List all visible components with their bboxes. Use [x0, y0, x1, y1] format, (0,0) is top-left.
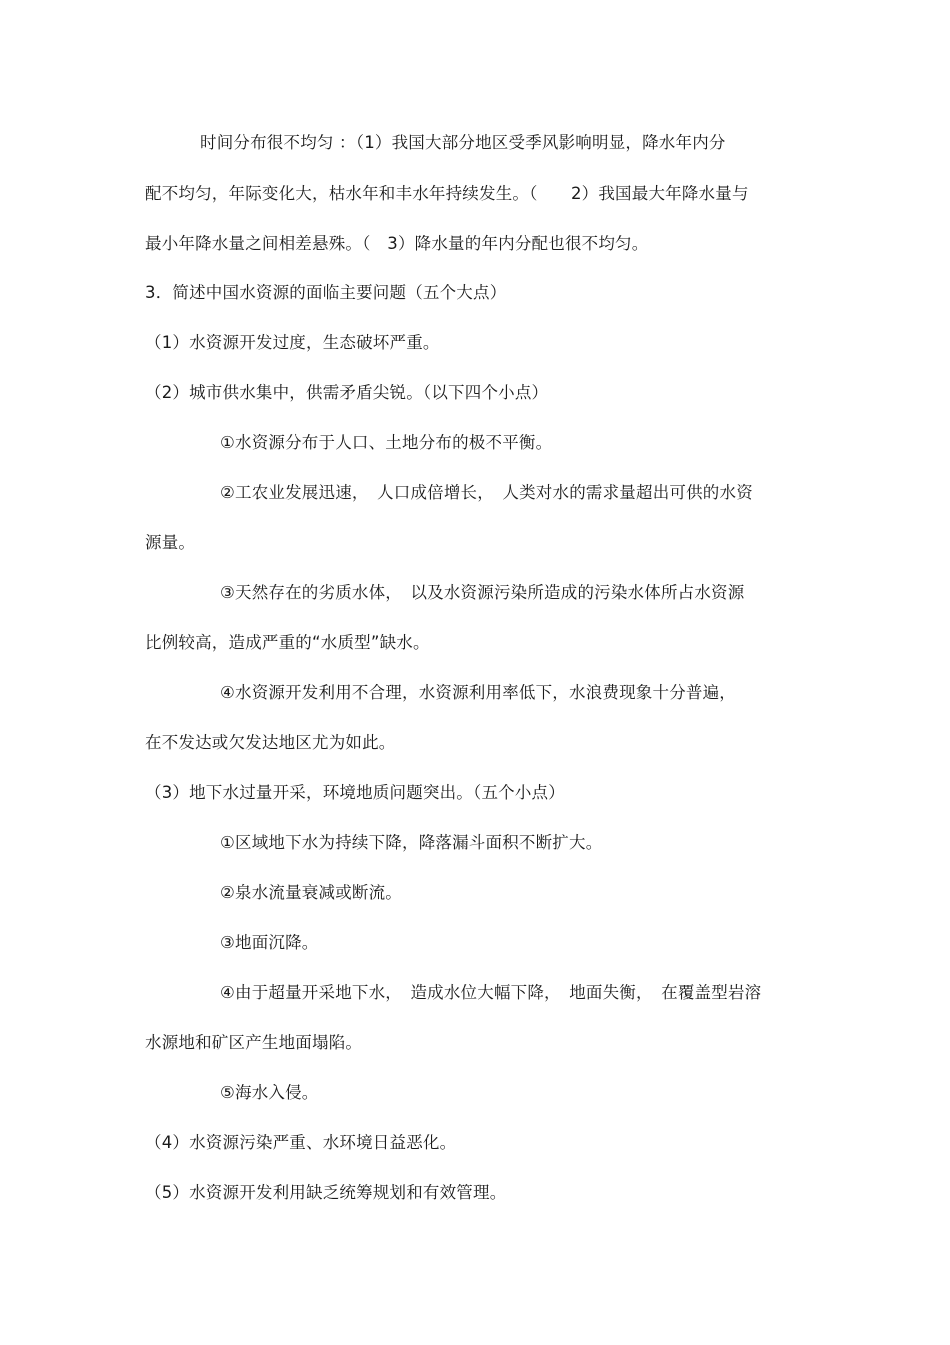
sub-list-item: ⑤海水入侵。	[220, 1083, 319, 1102]
sub-list-item: ③地面沉降。	[220, 933, 319, 952]
paragraph-line: 时间分布很不均匀 ：（1）我国大部分地区受季风影响明显，降水年内分	[200, 133, 726, 152]
sub-list-item: ②工农业发展迅速， 人口成倍增长， 人类对水的需求量超出可供的水资	[220, 483, 753, 502]
list-item: （1）水资源开发过度，生态破坏严重。	[145, 333, 440, 352]
sub-list-item: ③天然存在的劣质水体， 以及水资源污染所造成的污染水体所占水资源	[220, 583, 745, 602]
sub-list-item: ①水资源分布于人口、土地分布的极不平衡。	[220, 433, 553, 452]
sub-list-item: ②泉水流量衰减或断流。	[220, 883, 402, 902]
paragraph-line: 最小年降水量之间相差悬殊。（ 3）降水量的年内分配也很不均匀。	[145, 234, 649, 253]
paragraph-line: 配不均匀，年际变化大，枯水年和丰水年持续发生。（ 2）我国最大年降水量与	[145, 184, 749, 203]
sub-list-item: ④由于超量开采地下水， 造成水位大幅下降， 地面失衡， 在覆盖型岩溶	[220, 983, 762, 1002]
section-heading: 3．简述中国水资源的面临主要问题（五个大点）	[145, 283, 507, 302]
sub-list-item-continuation: 源量。	[145, 533, 196, 552]
list-item: （5）水资源开发利用缺乏统筹规划和有效管理。	[145, 1183, 507, 1202]
list-item: （3）地下水过量开采，环境地质问题突出。（五个小点）	[145, 783, 565, 802]
sub-list-item: ④水资源开发利用不合理，水资源利用率低下，水浪费现象十分普遍，	[220, 683, 736, 702]
sub-list-item-continuation: 比例较高，造成严重的“水质型”缺水。	[145, 633, 430, 652]
sub-list-item-continuation: 在不发达或欠发达地区尤为如此。	[145, 733, 396, 752]
sub-list-item-continuation: 水源地和矿区产生地面塌陷。	[145, 1033, 363, 1052]
list-item: （4）水资源污染严重、水环境日益恶化。	[145, 1133, 457, 1152]
list-item: （2）城市供水集中，供需矛盾尖锐。（以下四个小点）	[145, 383, 549, 402]
sub-list-item: ①区域地下水为持续下降，降落漏斗面积不断扩大。	[220, 833, 603, 852]
